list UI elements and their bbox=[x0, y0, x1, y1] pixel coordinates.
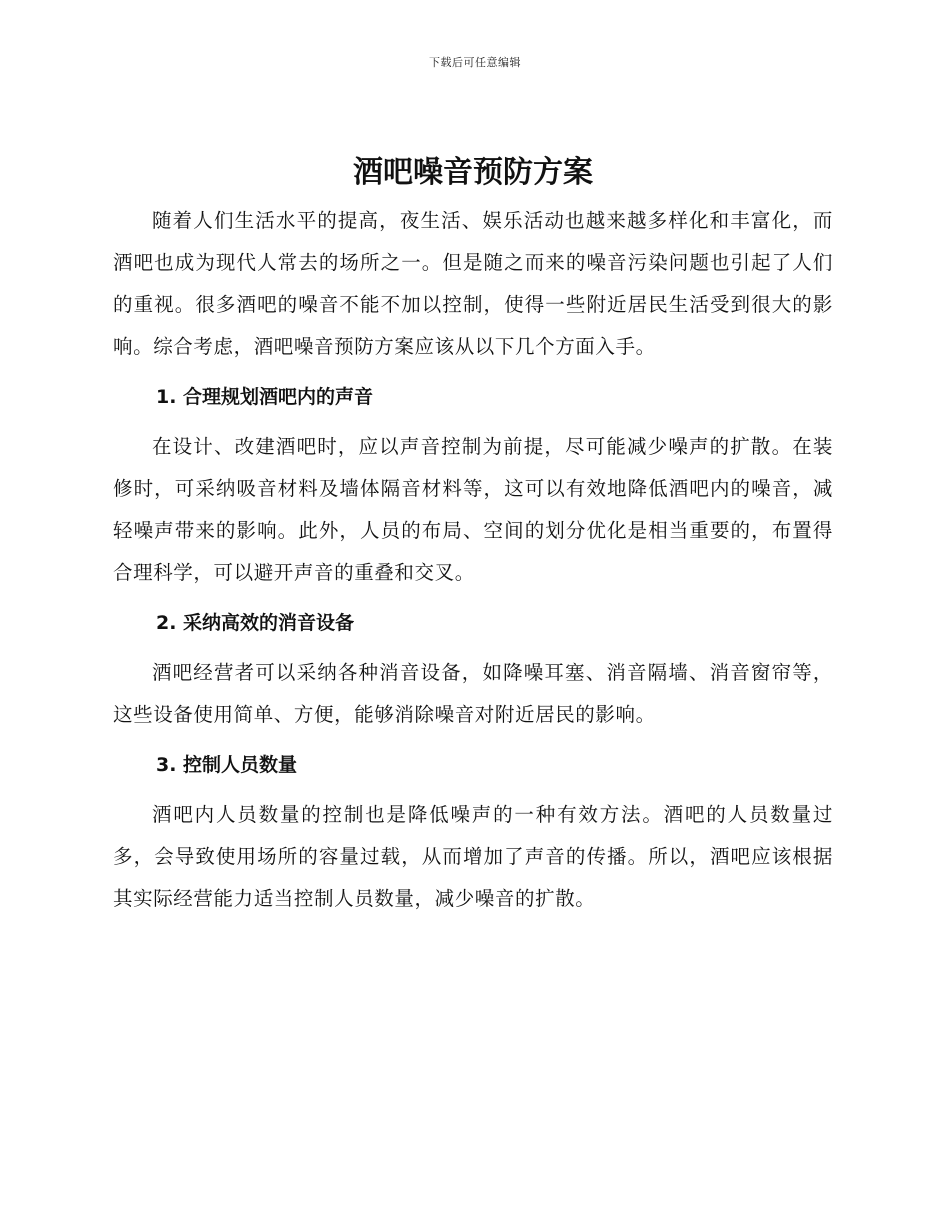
section-heading-3: 3. 控制人员数量 bbox=[156, 754, 298, 776]
header-note: 下载后可任意编辑 bbox=[429, 56, 521, 69]
section-heading-1: 1. 合理规划酒吧内的声音 bbox=[156, 386, 374, 408]
section-heading-2: 2. 采纳高效的消音设备 bbox=[156, 612, 355, 634]
intro-paragraph: 随着人们生活水平的提高，夜生活、娱乐活动也越来越多样化和丰富化，而酒吧也成为现代人常去的场所之一。但是随之而来的噪音污染问题也引起了人们的重视。很多酒吧的噪音不能不加以控制，使得一些附近居民生活受到很大的影响。综合考虑，酒吧噪音预防方案应该从以下几个方面入手。 bbox=[113, 209, 833, 358]
section-body-3: 酒吧内人员数量的控制也是降低噪声的一种有效方法。酒吧的人员数量过多，会导致使用场所的容量过载，从而增加了声音的传播。所以，酒吧应该根据其实际经营能力适当控制人员数量，减少噪音的扩散。 bbox=[113, 803, 833, 910]
section-body-1: 在设计、改建酒吧时，应以声音控制为前提，尽可能减少噪声的扩散。在装修时，可采纳吸音材料及墙体隔音材料等，这可以有效地降低酒吧内的噪音，减轻噪声带来的影响。此外，人员的布局、空间的划分优化是相当重要的，布置得合理科学，可以避开声音的重叠和交叉。 bbox=[113, 435, 833, 584]
document-title: 酒吧噪音预防方案 bbox=[353, 155, 593, 190]
document-body bbox=[113, 150, 833, 920]
section-body-2: 酒吧经营者可以采纳各种消音设备，如降噪耳塞、消音隔墙、消音窗帘等，这些设备使用简单、方便，能够消除噪音对附近居民的影响。 bbox=[113, 661, 833, 726]
